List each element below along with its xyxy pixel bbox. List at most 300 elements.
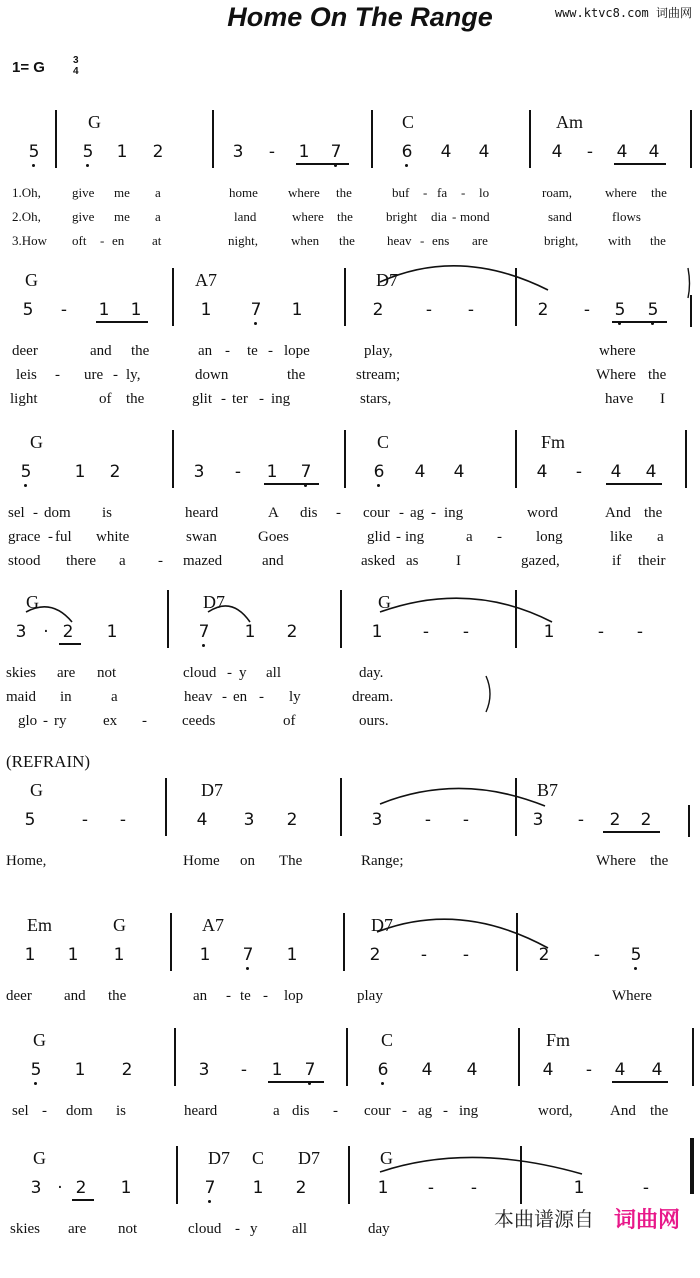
lyric-syllable: ours. xyxy=(359,713,389,729)
lyric-syllable: when xyxy=(291,233,320,248)
chord-symbol: A7 xyxy=(202,915,224,935)
note-digit: - xyxy=(119,810,127,830)
lyric-syllable: the xyxy=(644,505,663,521)
slur xyxy=(208,606,250,622)
chord-symbol: B7 xyxy=(537,780,559,800)
note-digit: 5 xyxy=(614,300,626,320)
lyric-syllable: swan xyxy=(186,529,217,545)
lyric-syllable: - xyxy=(259,689,264,705)
lyric-syllable: in xyxy=(60,689,72,705)
lyric-syllable: - xyxy=(221,391,226,407)
lyric-syllable: - xyxy=(402,1103,407,1119)
chord-symbol: D7 xyxy=(201,780,223,800)
lyric-syllable: 1.Oh, xyxy=(12,185,41,200)
note-digit: 3 xyxy=(243,810,255,830)
lyric-syllable: heard xyxy=(184,1103,218,1119)
note-digit: - xyxy=(422,622,430,642)
lyric-syllable: te xyxy=(240,988,251,1004)
chord-symbol: G xyxy=(26,592,39,612)
lyric-syllable: Where xyxy=(596,853,636,869)
lyric-syllable: glit xyxy=(192,391,213,407)
note-digit: 7 xyxy=(242,945,254,965)
chord-symbol: C xyxy=(252,1148,265,1168)
note-digit: · xyxy=(43,622,49,642)
lyric-syllable: day. xyxy=(359,665,384,681)
lyric-syllable: - xyxy=(227,665,232,681)
lyric-syllable: with xyxy=(608,233,632,248)
lyric-syllable: the xyxy=(648,367,667,383)
lyric-syllable: - xyxy=(222,689,227,705)
lyric-syllable: buf xyxy=(392,185,410,200)
note-digit: 1 xyxy=(120,1178,132,1198)
chord-symbol: D7 xyxy=(298,1148,320,1168)
lyric-syllable: long xyxy=(536,529,563,545)
note-digit: 2 xyxy=(109,462,121,482)
lyric-syllable: - xyxy=(423,185,428,200)
note-digit: 3 xyxy=(193,462,205,482)
lyric-syllable: of xyxy=(99,391,112,407)
lyric-syllable: ly xyxy=(289,689,301,705)
lyric-syllable: - xyxy=(55,367,60,383)
lyric-syllable: en xyxy=(112,233,125,248)
lyric-syllable: is xyxy=(102,505,113,521)
note-digit: 6 xyxy=(373,462,385,482)
lyric-syllable: their xyxy=(638,553,666,569)
lyric-syllable: ry xyxy=(54,713,67,729)
chord-symbol: Fm xyxy=(541,432,566,452)
note-digit: - xyxy=(240,1060,248,1080)
lyric-syllable: roam, xyxy=(542,185,572,200)
time-signature-bottom: 4 xyxy=(73,66,79,77)
lyric-syllable: fa xyxy=(437,185,448,200)
lyric-syllable: grace xyxy=(8,529,41,545)
note-digit: 3 xyxy=(30,1178,42,1198)
lyric-syllable: sel xyxy=(8,505,25,521)
note-digit: 1 xyxy=(252,1178,264,1198)
lyric-syllable: - xyxy=(396,529,401,545)
slur xyxy=(380,1157,582,1174)
lyric-syllable: not xyxy=(97,665,117,681)
lyric-syllable: play, xyxy=(364,343,393,359)
note-digit: 2 xyxy=(62,622,74,642)
lyric-syllable: - xyxy=(443,1103,448,1119)
lyric-syllable: a xyxy=(111,689,118,705)
lyric-syllable: give xyxy=(72,185,95,200)
note-digit: - xyxy=(467,300,475,320)
lyric-syllable: dia xyxy=(431,209,447,224)
note-digit: - xyxy=(268,142,276,162)
note-digit: - xyxy=(425,300,433,320)
lyric-syllable: play xyxy=(357,988,383,1004)
lyric-syllable: me xyxy=(114,185,130,200)
lyric-syllable: a xyxy=(466,529,473,545)
lyric-syllable: deer xyxy=(12,343,38,359)
note-digit: - xyxy=(462,622,470,642)
lyric-syllable: Goes xyxy=(258,529,289,545)
lyric-syllable: and xyxy=(64,988,86,1004)
note-digit: 3 xyxy=(232,142,244,162)
bracket xyxy=(486,676,490,712)
note-digit: 4 xyxy=(196,810,208,830)
note-digit: 5 xyxy=(20,462,32,482)
lyric-syllable: night, xyxy=(228,233,258,248)
time-signature-top: 3 xyxy=(73,55,79,66)
lyric-syllable: - xyxy=(235,1221,240,1237)
note-digit: 1 xyxy=(371,622,383,642)
lyric-syllable: where xyxy=(292,209,324,224)
note-digit: - xyxy=(575,462,583,482)
lyric-syllable: the xyxy=(650,853,669,869)
lyric-syllable: me xyxy=(114,209,130,224)
lyric-syllable: day xyxy=(368,1221,390,1237)
note-digit: 2 xyxy=(537,300,549,320)
lyric-syllable: down xyxy=(195,367,229,383)
note-digit: - xyxy=(427,1178,435,1198)
chord-symbol: G xyxy=(33,1148,46,1168)
lyric-syllable: glid xyxy=(367,529,391,545)
lyric-syllable: cloud xyxy=(188,1221,222,1237)
lyric-syllable: dis xyxy=(300,505,318,521)
lyric-syllable: A xyxy=(268,505,279,521)
lyric-syllable: a xyxy=(273,1103,280,1119)
note-digit: 4 xyxy=(536,462,548,482)
chord-symbol: G xyxy=(33,1030,46,1050)
lyric-syllable: all xyxy=(266,665,281,681)
lyric-syllable: And xyxy=(610,1103,636,1119)
lyric-syllable: - xyxy=(420,233,425,248)
lyric-syllable: dom xyxy=(66,1103,93,1119)
note-digit: 1 xyxy=(199,945,211,965)
note-digit: 4 xyxy=(414,462,426,482)
note-digit: 1 xyxy=(244,622,256,642)
lyric-syllable: - xyxy=(225,343,230,359)
chord-symbol: G xyxy=(30,780,43,800)
lyric-syllable: cour xyxy=(364,1103,391,1119)
lyric-syllable: The xyxy=(279,853,303,869)
lyric-syllable: the xyxy=(108,988,127,1004)
lyric-syllable: mazed xyxy=(183,553,223,569)
note-digit: 4 xyxy=(648,142,660,162)
lyric-syllable: - xyxy=(333,1103,338,1119)
lyric-syllable: ag xyxy=(410,505,425,521)
note-digit: 1 xyxy=(543,622,555,642)
chord-symbol: G xyxy=(30,432,43,452)
lyric-syllable: cloud xyxy=(183,665,217,681)
chord-symbol: G xyxy=(88,112,101,132)
note-digit: - xyxy=(462,810,470,830)
note-digit: - xyxy=(597,622,605,642)
lyric-syllable: word, xyxy=(538,1103,573,1119)
note-digit: - xyxy=(470,1178,478,1198)
note-digit: 3 xyxy=(198,1060,210,1080)
lyric-syllable: ing xyxy=(405,529,425,545)
note-digit: 7 xyxy=(204,1178,216,1198)
lyric-syllable: dream. xyxy=(352,689,394,705)
lyric-syllable: at xyxy=(152,233,162,248)
lyric-syllable: where xyxy=(599,343,636,359)
lyric-syllable: maid xyxy=(6,689,36,705)
note-digit: 1 xyxy=(286,945,298,965)
note-digit: - xyxy=(585,1060,593,1080)
lyric-syllable: - xyxy=(42,1103,47,1119)
lyric-syllable: dis xyxy=(292,1103,310,1119)
chord-symbol: D7 xyxy=(208,1148,230,1168)
lyric-syllable: y xyxy=(250,1221,258,1237)
lyric-syllable: - xyxy=(431,505,436,521)
lyric-syllable: Home xyxy=(183,853,220,869)
note-digit: 4 xyxy=(651,1060,663,1080)
lyric-syllable: the xyxy=(651,185,667,200)
lyric-syllable: if xyxy=(612,553,622,569)
lyric-syllable: deer xyxy=(6,988,32,1004)
bracket xyxy=(688,268,690,298)
note-digit: - xyxy=(593,945,601,965)
lyric-syllable: Range; xyxy=(361,853,404,869)
lyric-syllable: on xyxy=(240,853,255,869)
lyric-syllable: bright, xyxy=(544,233,579,248)
note-digit: 6 xyxy=(377,1060,389,1080)
lyric-syllable: ter xyxy=(232,391,248,407)
lyric-syllable: - xyxy=(461,185,466,200)
note-digit: 1 xyxy=(74,462,86,482)
lyric-syllable: dom xyxy=(44,505,71,521)
lyric-syllable: a xyxy=(155,185,161,200)
chord-symbol: D7 xyxy=(376,270,398,290)
lyric-syllable: sand xyxy=(548,209,572,224)
note-digit: 5 xyxy=(22,300,34,320)
slur xyxy=(377,919,548,948)
lyric-syllable: - xyxy=(268,343,273,359)
lyric-syllable: ing xyxy=(444,505,464,521)
lyric-syllable: Home, xyxy=(6,853,47,869)
note-digit: 7 xyxy=(198,622,210,642)
lyric-syllable: land xyxy=(234,209,257,224)
note-digit: 2 xyxy=(609,810,621,830)
key-signature: 1= G xyxy=(12,59,45,76)
note-digit: 2 xyxy=(295,1178,307,1198)
note-digit: - xyxy=(60,300,68,320)
song-title: Home On The Range xyxy=(227,2,493,32)
lyric-syllable: and xyxy=(90,343,112,359)
lyric-syllable: te xyxy=(247,343,258,359)
lyric-syllable: where xyxy=(605,185,637,200)
lyric-syllable: And xyxy=(605,505,631,521)
note-digit: 4 xyxy=(645,462,657,482)
note-digit: - xyxy=(424,810,432,830)
lyric-syllable: are xyxy=(57,665,76,681)
lyric-syllable: an xyxy=(198,343,213,359)
lyric-syllable: an xyxy=(193,988,208,1004)
note-digit: 2 xyxy=(372,300,384,320)
lyric-syllable: a xyxy=(155,209,161,224)
lyric-syllable: - xyxy=(43,713,48,729)
lyric-syllable: the xyxy=(287,367,306,383)
lyric-syllable: bright xyxy=(386,209,418,224)
note-digit: - xyxy=(636,622,644,642)
note-digit: 5 xyxy=(647,300,659,320)
note-digit: - xyxy=(81,810,89,830)
final-barline xyxy=(690,1138,694,1194)
note-digit: 4 xyxy=(478,142,490,162)
note-digit: 1 xyxy=(67,945,79,965)
lyric-syllable: and xyxy=(262,553,284,569)
note-digit: 5 xyxy=(82,142,94,162)
note-digit: 7 xyxy=(300,462,312,482)
note-digit: 7 xyxy=(250,300,262,320)
note-digit: 4 xyxy=(616,142,628,162)
lyric-syllable: oft xyxy=(72,233,87,248)
lyric-syllable: all xyxy=(292,1221,307,1237)
lyric-syllable: there xyxy=(66,553,96,569)
note-digit: - xyxy=(642,1178,650,1198)
lyric-syllable: ens xyxy=(432,233,450,248)
lyric-syllable: the xyxy=(650,1103,669,1119)
note-digit: 5 xyxy=(28,142,40,162)
note-digit: 6 xyxy=(401,142,413,162)
lyric-syllable: ure xyxy=(84,367,104,383)
note-digit: 2 xyxy=(640,810,652,830)
lyric-syllable: cour xyxy=(363,505,390,521)
lyric-syllable: ag xyxy=(418,1103,433,1119)
note-digit: 1 xyxy=(98,300,110,320)
note-digit: 1 xyxy=(266,462,278,482)
lyric-syllable: - xyxy=(48,529,53,545)
chord-symbol: A7 xyxy=(195,270,217,290)
lyric-syllable: of xyxy=(283,713,296,729)
lyric-syllable: light xyxy=(10,391,38,407)
lyric-syllable: glo xyxy=(18,713,38,729)
lyric-syllable: white xyxy=(96,529,130,545)
lyric-syllable: leis xyxy=(16,367,37,383)
note-digit: 4 xyxy=(440,142,452,162)
lyric-syllable: stars, xyxy=(360,391,392,407)
lyric-syllable: - xyxy=(259,391,264,407)
lyric-syllable: the xyxy=(337,209,353,224)
lyric-syllable: are xyxy=(472,233,488,248)
note-digit: 1 xyxy=(377,1178,389,1198)
lyric-syllable: ceeds xyxy=(182,713,216,729)
lyric-syllable: I xyxy=(660,391,665,407)
lyric-syllable: ex xyxy=(103,713,118,729)
lyric-syllable: - xyxy=(100,233,105,248)
note-digit: 4 xyxy=(542,1060,554,1080)
lyric-syllable: en xyxy=(233,689,248,705)
note-digit: 2 xyxy=(286,622,298,642)
note-digit: - xyxy=(583,300,591,320)
lyric-syllable: the xyxy=(126,391,145,407)
note-digit: 1 xyxy=(291,300,303,320)
note-digit: 4 xyxy=(551,142,563,162)
chord-symbol: G xyxy=(378,592,391,612)
lyric-syllable: stream; xyxy=(356,367,401,383)
note-digit: 3 xyxy=(371,810,383,830)
watermark-logo: 词曲网 xyxy=(613,1208,680,1233)
lyric-syllable: the xyxy=(336,185,352,200)
watermark-source: 本曲谱源自 xyxy=(494,1207,594,1231)
note-digit: - xyxy=(420,945,428,965)
lyric-syllable: - xyxy=(497,529,502,545)
chord-symbol: D7 xyxy=(371,915,393,935)
lyric-syllable: skies xyxy=(10,1221,40,1237)
lyric-syllable: - xyxy=(113,367,118,383)
lyric-syllable: skies xyxy=(6,665,36,681)
lyric-syllable: - xyxy=(263,988,268,1004)
note-digit: 1 xyxy=(200,300,212,320)
slur xyxy=(380,598,552,622)
lyric-syllable: gazed, xyxy=(521,553,560,569)
chord-symbol: C xyxy=(402,112,415,132)
note-digit: 4 xyxy=(610,462,622,482)
lyric-syllable: Where xyxy=(596,367,636,383)
lyric-syllable: like xyxy=(610,529,633,545)
lyric-syllable: a xyxy=(657,529,664,545)
note-digit: 2 xyxy=(538,945,550,965)
note-digit: 1 xyxy=(298,142,310,162)
lyric-syllable: - xyxy=(158,553,163,569)
lyric-syllable: ing xyxy=(459,1103,479,1119)
note-digit: 1 xyxy=(24,945,36,965)
note-digit: 1 xyxy=(130,300,142,320)
note-digit: 1 xyxy=(113,945,125,965)
chord-symbol: G xyxy=(113,915,126,935)
lyric-syllable: mond xyxy=(460,209,490,224)
note-digit: 2 xyxy=(152,142,164,162)
note-digit: - xyxy=(234,462,242,482)
lyric-syllable: - xyxy=(452,209,457,224)
note-digit: 4 xyxy=(466,1060,478,1080)
lyric-syllable: - xyxy=(226,988,231,1004)
lyric-syllable: flows xyxy=(612,209,641,224)
note-digit: - xyxy=(577,810,585,830)
lyric-syllable: 2.Oh, xyxy=(12,209,41,224)
chord-symbol: Fm xyxy=(546,1030,571,1050)
note-digit: 1 xyxy=(271,1060,283,1080)
note-digit: 4 xyxy=(421,1060,433,1080)
note-digit: 1 xyxy=(116,142,128,162)
note-digit: - xyxy=(586,142,594,162)
lyric-syllable: as xyxy=(406,553,419,569)
chord-symbol: G xyxy=(380,1148,393,1168)
note-digit: 4 xyxy=(453,462,465,482)
note-digit: 1 xyxy=(573,1178,585,1198)
lyric-syllable: word xyxy=(527,505,558,521)
lyric-syllable: Where xyxy=(612,988,652,1004)
note-digit: 5 xyxy=(30,1060,42,1080)
note-digit: 7 xyxy=(330,142,342,162)
lyric-syllable: a xyxy=(119,553,126,569)
note-digit: 3 xyxy=(532,810,544,830)
lyric-syllable: give xyxy=(72,209,95,224)
lyric-syllable: have xyxy=(605,391,634,407)
lyric-syllable: the xyxy=(650,233,666,248)
lyric-syllable: the xyxy=(131,343,150,359)
lyric-syllable: lo xyxy=(479,185,490,200)
chord-symbol: Am xyxy=(556,112,583,132)
lyric-syllable: home xyxy=(229,185,258,200)
note-digit: 7 xyxy=(304,1060,316,1080)
lyric-syllable: - xyxy=(142,713,147,729)
note-digit: 4 xyxy=(614,1060,626,1080)
note-digit: 2 xyxy=(121,1060,133,1080)
note-digit: 1 xyxy=(106,622,118,642)
lyric-syllable: ing xyxy=(271,391,291,407)
note-digit: · xyxy=(57,1178,63,1198)
lyric-syllable: not xyxy=(118,1221,138,1237)
note-digit: 1 xyxy=(74,1060,86,1080)
lyric-syllable: ful xyxy=(55,529,72,545)
chord-symbol: C xyxy=(381,1030,394,1050)
lyric-syllable: sel xyxy=(12,1103,29,1119)
